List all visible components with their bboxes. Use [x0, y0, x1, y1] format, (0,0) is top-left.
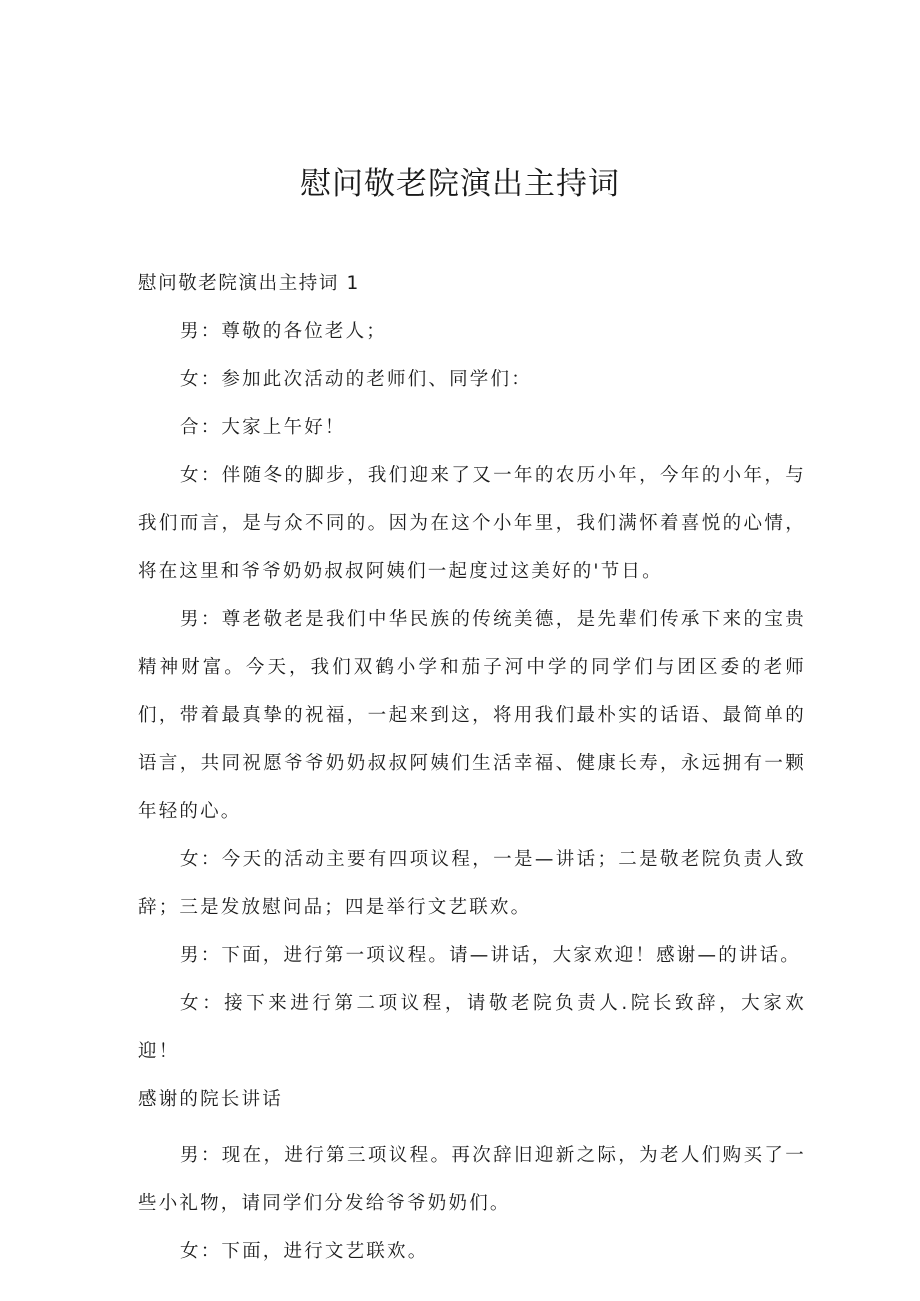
paragraph: 男：现在，进行第三项议程。再次辞旧迎新之际，为老人们购买了一些小礼物，请同学们分发给爷爷奶奶们。 [138, 1145, 806, 1214]
paragraph: 女：接下来进行第二项议程，请敬老院负责人.院长致辞，大家欢迎！ [138, 993, 806, 1062]
paragraph: 男：尊敬的各位老人； [180, 321, 388, 342]
paragraph: 女：参加此次活动的老师们、同学们： [180, 369, 532, 390]
paragraph: 女：下面，进行文艺联欢。 [180, 1241, 429, 1262]
paragraph: 合：大家上午好！ [180, 417, 346, 438]
document-title: 慰问敬老院演出主持词 [300, 166, 620, 202]
paragraph: 女：今天的活动主要有四项议程，一是—讲话；二是敬老院负责人致辞；三是发放慰问品；四是举行文艺联欢。 [138, 849, 806, 918]
paragraph: 女：伴随冬的脚步，我们迎来了又一年的农历小年，今年的小年，与我们而言，是与众不同的。因为在这个小年里，我们满怀着喜悦的心情，将在这里和爷爷奶奶叔叔阿姨们一起度过这美好的'节日。 [138, 465, 806, 582]
section-heading: 慰问敬老院演出主持词 1 [138, 273, 360, 294]
paragraph-continuation: 感谢的院长讲话 [138, 1089, 283, 1110]
document-body [138, 260, 806, 1276]
paragraph: 男：尊老敬老是我们中华民族的传统美德，是先辈们传承下来的宝贵精神财富。今天，我们双鹤小学和茄子河中学的同学们与团区委的老师们，带着最真挚的祝福，一起来到这，将用我们最朴实的话语、最简单的语言，共同祝愿爷爷奶奶叔叔阿姨们生活幸福、健康长寿，永远拥有一颗年轻的心。 [138, 609, 806, 822]
paragraph: 男：下面，进行第一项议程。请—讲话，大家欢迎！感谢—的讲话。 [180, 945, 802, 966]
